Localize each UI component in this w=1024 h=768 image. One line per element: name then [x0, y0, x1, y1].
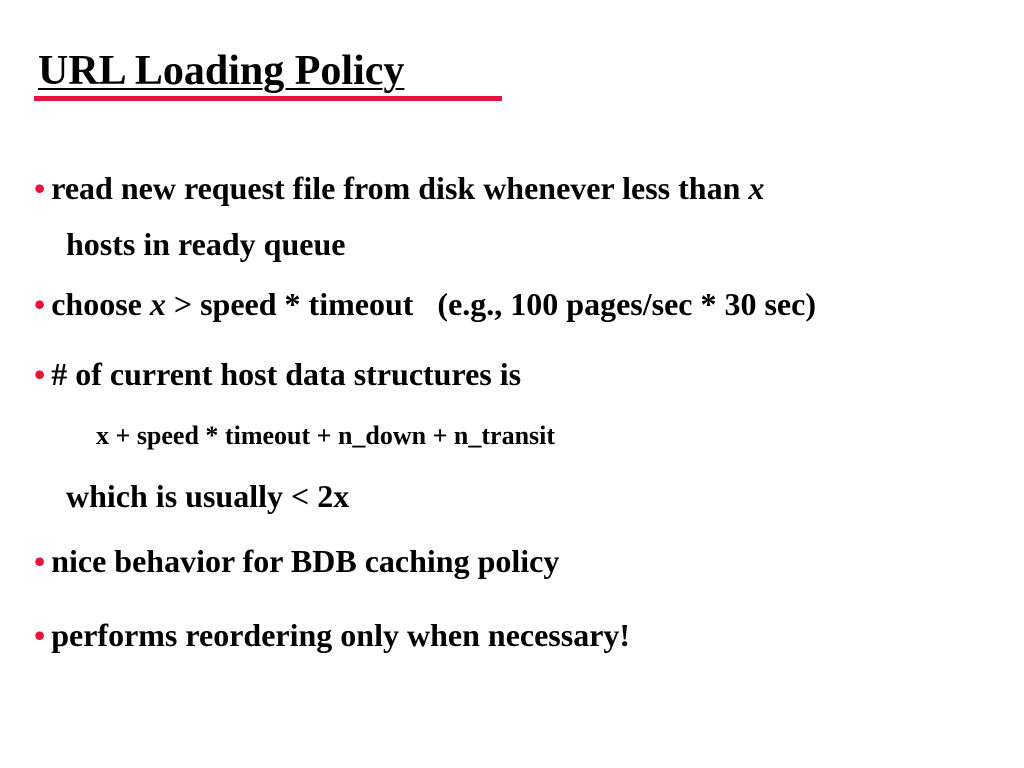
- bullet-1-text: read new request file from disk whenever less than: [51, 170, 749, 206]
- bullet-5: [34, 615, 630, 655]
- bullet-dot-icon: •: [34, 543, 46, 579]
- bullet-2-text-start: choose: [51, 286, 150, 322]
- bullet-1-continuation: hosts in ready queue: [66, 226, 346, 262]
- bullet-3-formula: x + speed * timeout + n_down + n_transit: [96, 421, 556, 450]
- bullet-3: [34, 354, 521, 394]
- bullet-1: [34, 168, 764, 208]
- bullet-3-continuation: which is usually < 2x: [66, 478, 350, 514]
- bullet-2: [34, 284, 816, 324]
- title-underline-rule: [34, 96, 502, 101]
- bullet-dot-icon: •: [34, 617, 46, 653]
- bullet-2-text-end: > speed * timeout (e.g., 100 pages/sec * 30 sec): [165, 286, 816, 322]
- bullet-2-variable: x: [149, 286, 166, 322]
- bullet-3-text: # of current host data structures is: [51, 356, 522, 392]
- bullet-1-variable: x: [748, 170, 765, 206]
- bullet-4-text: nice behavior for BDB caching policy: [51, 543, 560, 579]
- bullet-5-text: performs reordering only when necessary!: [51, 617, 631, 653]
- bullet-4: [34, 541, 559, 581]
- bullet-dot-icon: •: [34, 286, 46, 322]
- slide-title: URL Loading Policy: [38, 48, 405, 94]
- bullet-dot-icon: •: [34, 356, 46, 392]
- bullet-dot-icon: •: [34, 170, 46, 206]
